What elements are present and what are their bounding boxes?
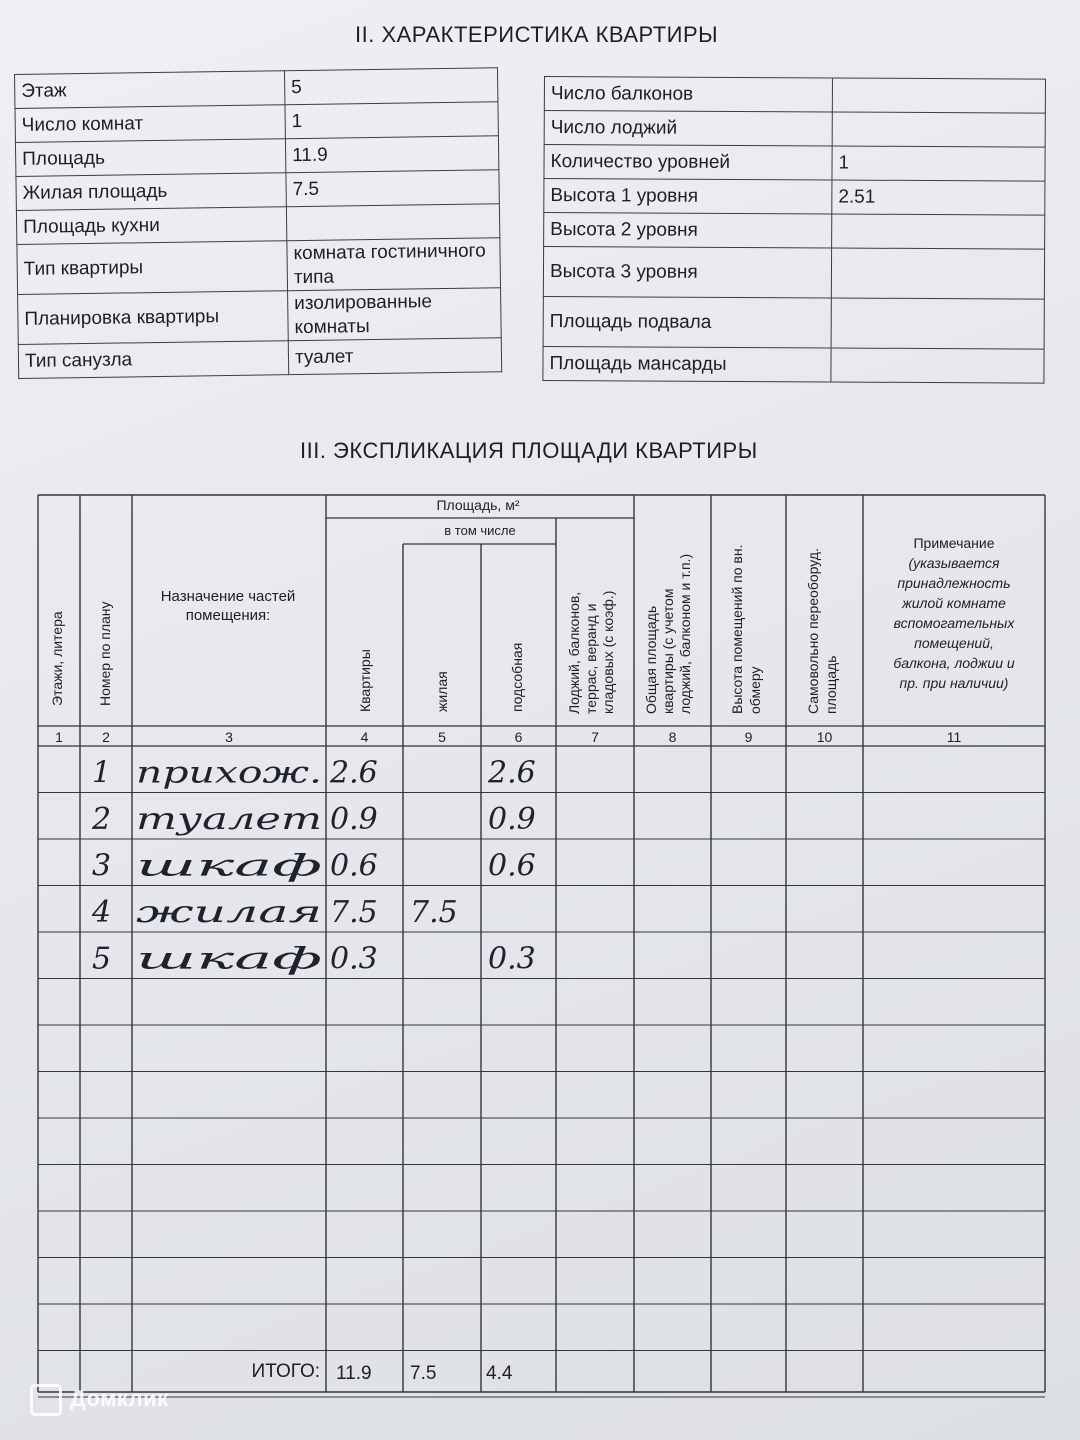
- char-label: Площадь подвала: [543, 296, 831, 348]
- header-note-detail-line: принадлежность: [897, 575, 1011, 591]
- header-loggias-line: террас, веранд и: [583, 603, 599, 714]
- section-2-title: II. ХАРАКТЕРИСТИКА КВАРТИРЫ: [355, 22, 719, 47]
- header-purpose-line2: помещения:: [185, 607, 271, 624]
- char-label: Этаж: [15, 71, 285, 109]
- total-auxiliary: 4.4: [486, 1363, 513, 1384]
- header-note-detail-line: вспомогательных: [893, 615, 1015, 631]
- column-number: 8: [668, 729, 677, 745]
- row-apartment-area: 0.3: [330, 941, 378, 977]
- header-total-area-line: Общая площадь: [643, 605, 659, 714]
- header-self-rebuilt-line: площадь: [823, 655, 839, 714]
- column-number: 11: [946, 729, 962, 745]
- column-number: 7: [591, 729, 599, 745]
- column-number: 5: [438, 729, 446, 745]
- char-label: Тип квартиры: [17, 241, 288, 295]
- row-plan-no: 3: [92, 848, 112, 884]
- char-label: Жилая площадь: [16, 173, 286, 211]
- column-number: 4: [360, 729, 369, 745]
- char-label: Число комнат: [15, 105, 285, 143]
- domclick-logo-icon: [30, 1384, 62, 1416]
- row-auxiliary-area: 2.6: [488, 755, 536, 791]
- column-number: 6: [514, 729, 523, 745]
- char-label: Планировка квартиры: [18, 291, 289, 345]
- char-label: Тип санузла: [18, 341, 288, 379]
- char-label: Число балконов: [544, 77, 832, 113]
- header-note-detail-line: балкона, лоджии и: [893, 655, 1015, 671]
- header-height-line: Высота помещений по вн.: [729, 544, 745, 714]
- row-plan-no: 1: [92, 755, 112, 791]
- char-value: изолированные комнаты: [288, 288, 502, 341]
- row-purpose: шкаф: [136, 941, 322, 977]
- char-label: Площадь: [15, 139, 285, 177]
- char-value: туалет: [288, 338, 501, 375]
- header-self-rebuilt-line: Самовольно переоборуд.: [805, 548, 821, 714]
- header-note-detail-line: пр. при наличии): [899, 675, 1009, 691]
- row-purpose: жилая: [136, 895, 322, 930]
- char-value: 2.51: [832, 180, 1045, 215]
- row-purpose: прихож.: [136, 755, 322, 791]
- header-total-area-line: лоджий, балконом и т.п.): [677, 553, 693, 714]
- row-apartment-area: 2.6: [330, 755, 378, 791]
- column-number: 10: [816, 729, 833, 745]
- row-apartment-area: 0.9: [330, 802, 378, 837]
- row-apartment-area: 7.5: [330, 895, 378, 930]
- watermark-text: Домклик: [70, 1385, 169, 1411]
- char-label: Высота 1 уровня: [544, 179, 832, 215]
- char-value: 7.5: [286, 170, 499, 207]
- row-plan-no: 4: [92, 895, 112, 930]
- char-label: Количество уровней: [544, 145, 832, 181]
- header-auxiliary: подсобная: [509, 642, 525, 712]
- header-note-detail-line: жилой комнате: [902, 595, 1006, 611]
- header-floors: Этажи, литера: [49, 611, 65, 706]
- watermark: [30, 1384, 169, 1416]
- char-value: 5: [284, 68, 497, 105]
- total-living: 7.5: [410, 1363, 437, 1384]
- row-auxiliary-area: 0.9: [488, 802, 536, 837]
- row-purpose: туалет: [136, 802, 322, 837]
- char-label: Число лоджий: [544, 111, 832, 147]
- char-label: Высота 3 уровня: [543, 247, 831, 299]
- row-purpose: шкаф: [136, 848, 322, 884]
- char-label: Высота 2 уровня: [544, 213, 832, 249]
- header-area-group: Площадь, м²: [436, 497, 520, 513]
- header-apartment: Квартиры: [357, 649, 373, 712]
- header-living: жилая: [434, 671, 450, 712]
- total-apartment: 11.9: [336, 1363, 372, 1384]
- header-note-detail-line: (указывается: [908, 555, 1000, 571]
- column-number: 9: [744, 729, 753, 745]
- column-number: 1: [55, 729, 63, 745]
- header-loggias-line: Лоджий, балконов,: [566, 591, 582, 714]
- char-value: 1: [832, 146, 1045, 181]
- row-apartment-area: 0.6: [330, 848, 378, 884]
- header-height-line: обмеру: [747, 666, 763, 714]
- header-total-area-line: квартиры (с учетом: [660, 588, 676, 714]
- header-including: в том числе: [444, 523, 516, 538]
- row-plan-no: 5: [92, 941, 112, 977]
- header-plan-no: Номер по плану: [97, 601, 113, 706]
- row-auxiliary-area: 0.6: [488, 848, 536, 884]
- char-value: 1: [285, 102, 498, 139]
- header-note: Примечание: [913, 535, 995, 551]
- char-value: комната гостиничного типа: [287, 238, 501, 291]
- header-purpose-line1: Назначение частей: [160, 588, 296, 605]
- row-plan-no: 2: [92, 802, 112, 837]
- row-living-area: 7.5: [410, 895, 458, 930]
- header-loggias-line: кладовых (с коэф.): [600, 590, 616, 714]
- char-label: Площадь мансарды: [543, 346, 831, 382]
- column-number: 3: [225, 729, 233, 745]
- total-label: ИТОГО:: [251, 1361, 320, 1382]
- section-3-title: III. ЭКСПЛИКАЦИЯ ПЛОЩАДИ КВАРТИРЫ: [300, 438, 758, 463]
- header-note-detail-line: помещений,: [914, 635, 994, 651]
- char-value: 11.9: [285, 136, 498, 173]
- row-auxiliary-area: 0.3: [488, 941, 536, 977]
- column-number: 2: [102, 729, 110, 745]
- char-label: Площадь кухни: [16, 207, 286, 245]
